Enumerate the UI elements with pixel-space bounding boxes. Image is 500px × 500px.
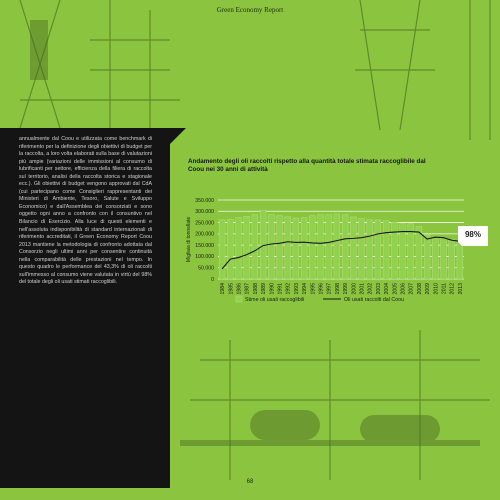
bar	[219, 220, 225, 279]
bar	[342, 215, 348, 279]
bar	[367, 220, 373, 279]
chart-title: Andamento degli oli raccolti rispetto alla quantità totale stimata raccoglibile dal Coou nei 30 anni di attività	[188, 158, 426, 173]
bar	[268, 215, 274, 279]
y-tick-label: 0	[211, 276, 214, 283]
bar	[424, 235, 430, 279]
x-tick-label: 2009	[425, 283, 432, 295]
y-tick-label: 200.000	[195, 231, 214, 238]
bar	[326, 215, 332, 279]
bar	[285, 217, 291, 279]
x-tick-label: 1992	[285, 283, 292, 295]
bar	[244, 216, 250, 279]
bar	[301, 218, 307, 279]
x-tick-label: 2004	[384, 283, 391, 295]
x-tick-label: 1989	[261, 283, 268, 295]
bar	[334, 214, 340, 279]
bar	[309, 216, 315, 279]
page-number: 68	[246, 479, 254, 485]
y-tick-label: 150.000	[195, 242, 214, 249]
x-tick-label: 2006	[400, 283, 407, 295]
x-tick-label: 2005	[392, 283, 399, 295]
x-tick-label: 1998	[334, 283, 341, 295]
header-title: Green Economy Report	[216, 6, 284, 14]
x-tick-label: 1985	[228, 283, 235, 295]
bar	[391, 222, 397, 279]
x-tick-label: 1999	[343, 283, 350, 295]
bar	[318, 215, 324, 279]
legend-label: Stime oli usati raccoglibili	[245, 297, 305, 303]
x-tick-label: 1986	[236, 283, 243, 295]
x-tick-label: 2007	[408, 283, 415, 295]
x-tick-label: 1988	[252, 283, 259, 295]
y-tick-label: 350.000	[195, 197, 214, 204]
text-panel	[0, 128, 170, 488]
bar	[277, 216, 283, 279]
x-tick-label: 2012	[449, 283, 456, 295]
x-tick-label: 2013	[457, 283, 464, 295]
bar	[359, 219, 365, 279]
x-tick-label: 2008	[416, 283, 423, 295]
body-paragraph: annualmente dal Coou e utilizzata come benchmark di riferimento per la definizione degli obiettivi di budget per la raccolta, a loro volta elaborati sulla base di valutazioni più ampie (variazioni delle immissioni al consumo di lubrificanti per settore, efficienza della filiera di raccolta sul territorio, analisi della raccolta storica e stagionale ecc.). Gli obiettivi di budget vengono approvati dal CdA (cui partecipano come Consiglieri rappresentanti dei Ministeri di Ambiente, Tesoro, Salute e Sviluppo Economico) e dall'Assemblea dei consorziati e sono oggetto ogni anno a confronto con il consuntivo nel Bilancio di Esercizio. Alla luce di questi elementi e nell'assoluta indisponibilità di standard internazionali di riferimento accreditati, il Green Economy Report Coou 2013 mantiene la metodologia di confronto adottata dal Consorzio negli ultimi anni per consentire continuità nella comparabilità delle prestazioni nel tempo. In questo quadro le performance del 43,3% di oli raccolti sull'immesso al consumo viene valutata in virtù del 98% del totale degli oli usati stimati raccoglibili.	[19, 136, 152, 286]
bar	[350, 217, 356, 279]
x-tick-label: 1984	[220, 283, 227, 295]
bar	[252, 215, 258, 279]
x-tick-label: 1990	[269, 283, 276, 295]
legend-label: Oli usati raccolti dal Coou	[344, 297, 405, 303]
x-tick-label: 2000	[351, 283, 358, 295]
x-tick-label: 1993	[293, 283, 300, 295]
bar	[383, 221, 389, 279]
x-tick-label: 2001	[359, 283, 366, 295]
y-tick-label: 250.000	[195, 220, 214, 227]
x-tick-label: 1996	[318, 283, 325, 295]
x-tick-label: 2011	[441, 283, 448, 295]
bar	[441, 238, 447, 279]
y-tick-label: 100.000	[195, 254, 214, 261]
y-axis-label: Migliaia di tonnellate	[186, 216, 192, 263]
x-tick-label: 2002	[367, 283, 374, 295]
x-tick-label: 1994	[302, 283, 309, 295]
x-tick-label: 2003	[375, 283, 382, 295]
bar-line-chart	[176, 150, 476, 320]
bar	[375, 220, 381, 279]
x-tick-label: 1991	[277, 283, 284, 295]
bar	[432, 237, 438, 279]
y-tick-label: 50.000	[198, 265, 214, 272]
y-tick-label: 300.000	[195, 209, 214, 216]
bar	[449, 239, 455, 279]
percentage-badge: 98%	[464, 230, 481, 239]
bar	[457, 241, 463, 279]
x-tick-label: 1997	[326, 283, 333, 295]
bar	[260, 210, 266, 279]
bar	[227, 219, 233, 279]
legend-bar-swatch	[236, 296, 242, 302]
x-tick-label: 1995	[310, 283, 317, 295]
x-tick-label: 2010	[433, 283, 440, 295]
x-tick-label: 1987	[244, 283, 251, 295]
bar	[236, 218, 242, 279]
bar	[293, 218, 299, 279]
